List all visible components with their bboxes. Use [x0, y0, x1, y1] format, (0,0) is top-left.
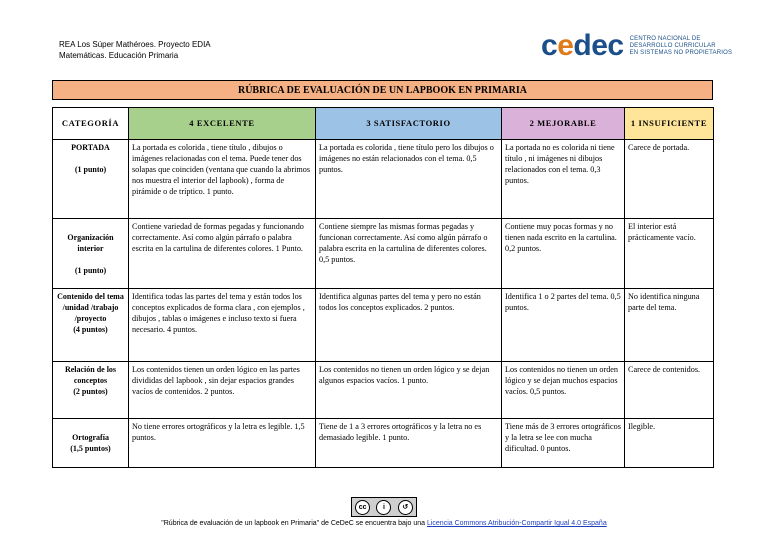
rubric-cell: Los contenidos no tienen un orden lógico y se dejan muchos espacios vacíos. 0,5 puntos.	[502, 362, 625, 419]
rubric-cell: La portada es colorida , tiene título pero los dibujos o imágenes no están relacionados con el tema. 0,5 puntos.	[316, 140, 502, 219]
category-cell: Ortografía (1,5 puntos)	[53, 419, 129, 468]
rubric-title: RÚBRICA DE EVALUACIÓN DE UN LAPBOOK EN PRIMARIA	[52, 80, 713, 100]
category-cell: Organización interior (1 punto)	[53, 219, 129, 289]
header-line-2: Matemáticas. Educación Primaria	[59, 51, 179, 60]
logo-wordmark: cedec	[541, 29, 624, 62]
cedec-logo	[541, 28, 732, 64]
rubric-cell: Carece de contenidos.	[625, 362, 714, 419]
column-header-satisfactorio: 3 SATISFACTORIO	[316, 108, 502, 140]
category-cell: Contenido del tema /unidad /trabajo /proyecto (4 puntos)	[53, 289, 129, 362]
rubric-cell: Contiene muy pocas formas y no tienen nada escrito en la cartulina. 0,2 puntos.	[502, 219, 625, 289]
rubric-cell: Los contenidos tienen un orden lógico en las partes divididas del lapbook , sin dejar espacios grandes vacíos de contenidos. 2 puntos.	[129, 362, 316, 419]
cc-icon: cc	[355, 500, 370, 515]
table-row	[53, 362, 714, 419]
document-header	[59, 39, 211, 61]
table-row	[53, 289, 714, 362]
license-link[interactable]: Licencia Commons Atribución-Compartir Igual 4.0 España	[426, 520, 607, 527]
footer-text: "Rúbrica de evaluación de un lapbook en Primaria" de CeDeC se encuentra bajo una	[161, 520, 427, 527]
rubric-cell: Carece de portada.	[625, 140, 714, 219]
rubric-cell: La portada no es colorida ni tiene título , ni imágenes ni dibujos relacionados con el tema. 0,3 puntos.	[502, 140, 625, 219]
rubric-cell: Contiene siempre las mismas formas pegadas y funcionan correctamente. Así como algún párrafo o palabra escrita en la cartulina de diferentes colores. 0,5 puntos.	[316, 219, 502, 289]
column-header-excelente: 4 EXCELENTE	[129, 108, 316, 140]
rubric-cell: Identifica todas las partes del tema y están todos los conceptos explicados de forma clara , con ejemplos , dibujos , tablas o imágenes e incluso texto si fuera necesario. 4 puntos.	[129, 289, 316, 362]
by-icon: i	[376, 500, 391, 515]
rubric-cell: Tiene más de 3 errores ortográficos y la letra se lee con mucha dificultad. 0 puntos.	[502, 419, 625, 468]
table-row	[53, 219, 714, 289]
header-row	[53, 108, 714, 140]
rubric-cell: Identifica 1 o 2 partes del tema. 0,5 puntos.	[502, 289, 625, 362]
rubric-table	[52, 107, 714, 468]
column-header-insuficiente: 1 INSUFICIENTE	[625, 108, 714, 140]
rubric-cell: Contiene variedad de formas pegadas y funcionando correctamente. Así como algún párrafo o palabra escrita en la cartulina de diferentes colores. 1 Punto.	[129, 219, 316, 289]
rubric-cell: Tiene de 1 a 3 errores ortográficos y la letra no es demasiado legible. 1 punto.	[316, 419, 502, 468]
creative-commons-badge	[351, 497, 417, 517]
sa-icon: ↺	[398, 500, 413, 515]
table-row	[53, 140, 714, 219]
column-header-mejorable: 2 MEJORABLE	[502, 108, 625, 140]
column-header-category: CATEGORÍA	[53, 108, 129, 140]
rubric-cell: No tiene errores ortográficos y la letra es legible. 1,5 puntos.	[129, 419, 316, 468]
category-cell: Relación de los conceptos (2 puntos)	[53, 362, 129, 419]
rubric-cell: La portada es colorida , tiene título , dibujos o imágenes relacionadas con el tema. Puede tener dos solapas que coinciden (ventana que cuando la abrimos nos muestra el interior del lapbook) , forma de pirámide o de tríptico. 1 punto.	[129, 140, 316, 219]
rubric-cell: Ilegible.	[625, 419, 714, 468]
rubric-cell: El interior está prácticamente vacío.	[625, 219, 714, 289]
logo-subtitle: CENTRO NACIONAL DE DESARROLLO CURRICULAR EN SISTEMAS NO PROPIETARIOS	[629, 35, 733, 56]
rubric-cell: No identifica ninguna parte del tema.	[625, 289, 714, 362]
header-line-1: REA Los Súper Mathéroes. Proyecto EDIA	[59, 40, 211, 49]
rubric-cell: Identifica algunas partes del tema y pero no están todos los conceptos explicados. 2 puntos.	[316, 289, 502, 362]
table-row	[53, 419, 714, 468]
license-footer	[0, 520, 768, 527]
rubric-cell: Los contenidos no tienen un orden lógico y se dejan algunos espacios vacíos. 1 punto.	[316, 362, 502, 419]
category-cell: PORTADA (1 punto)	[53, 140, 129, 219]
